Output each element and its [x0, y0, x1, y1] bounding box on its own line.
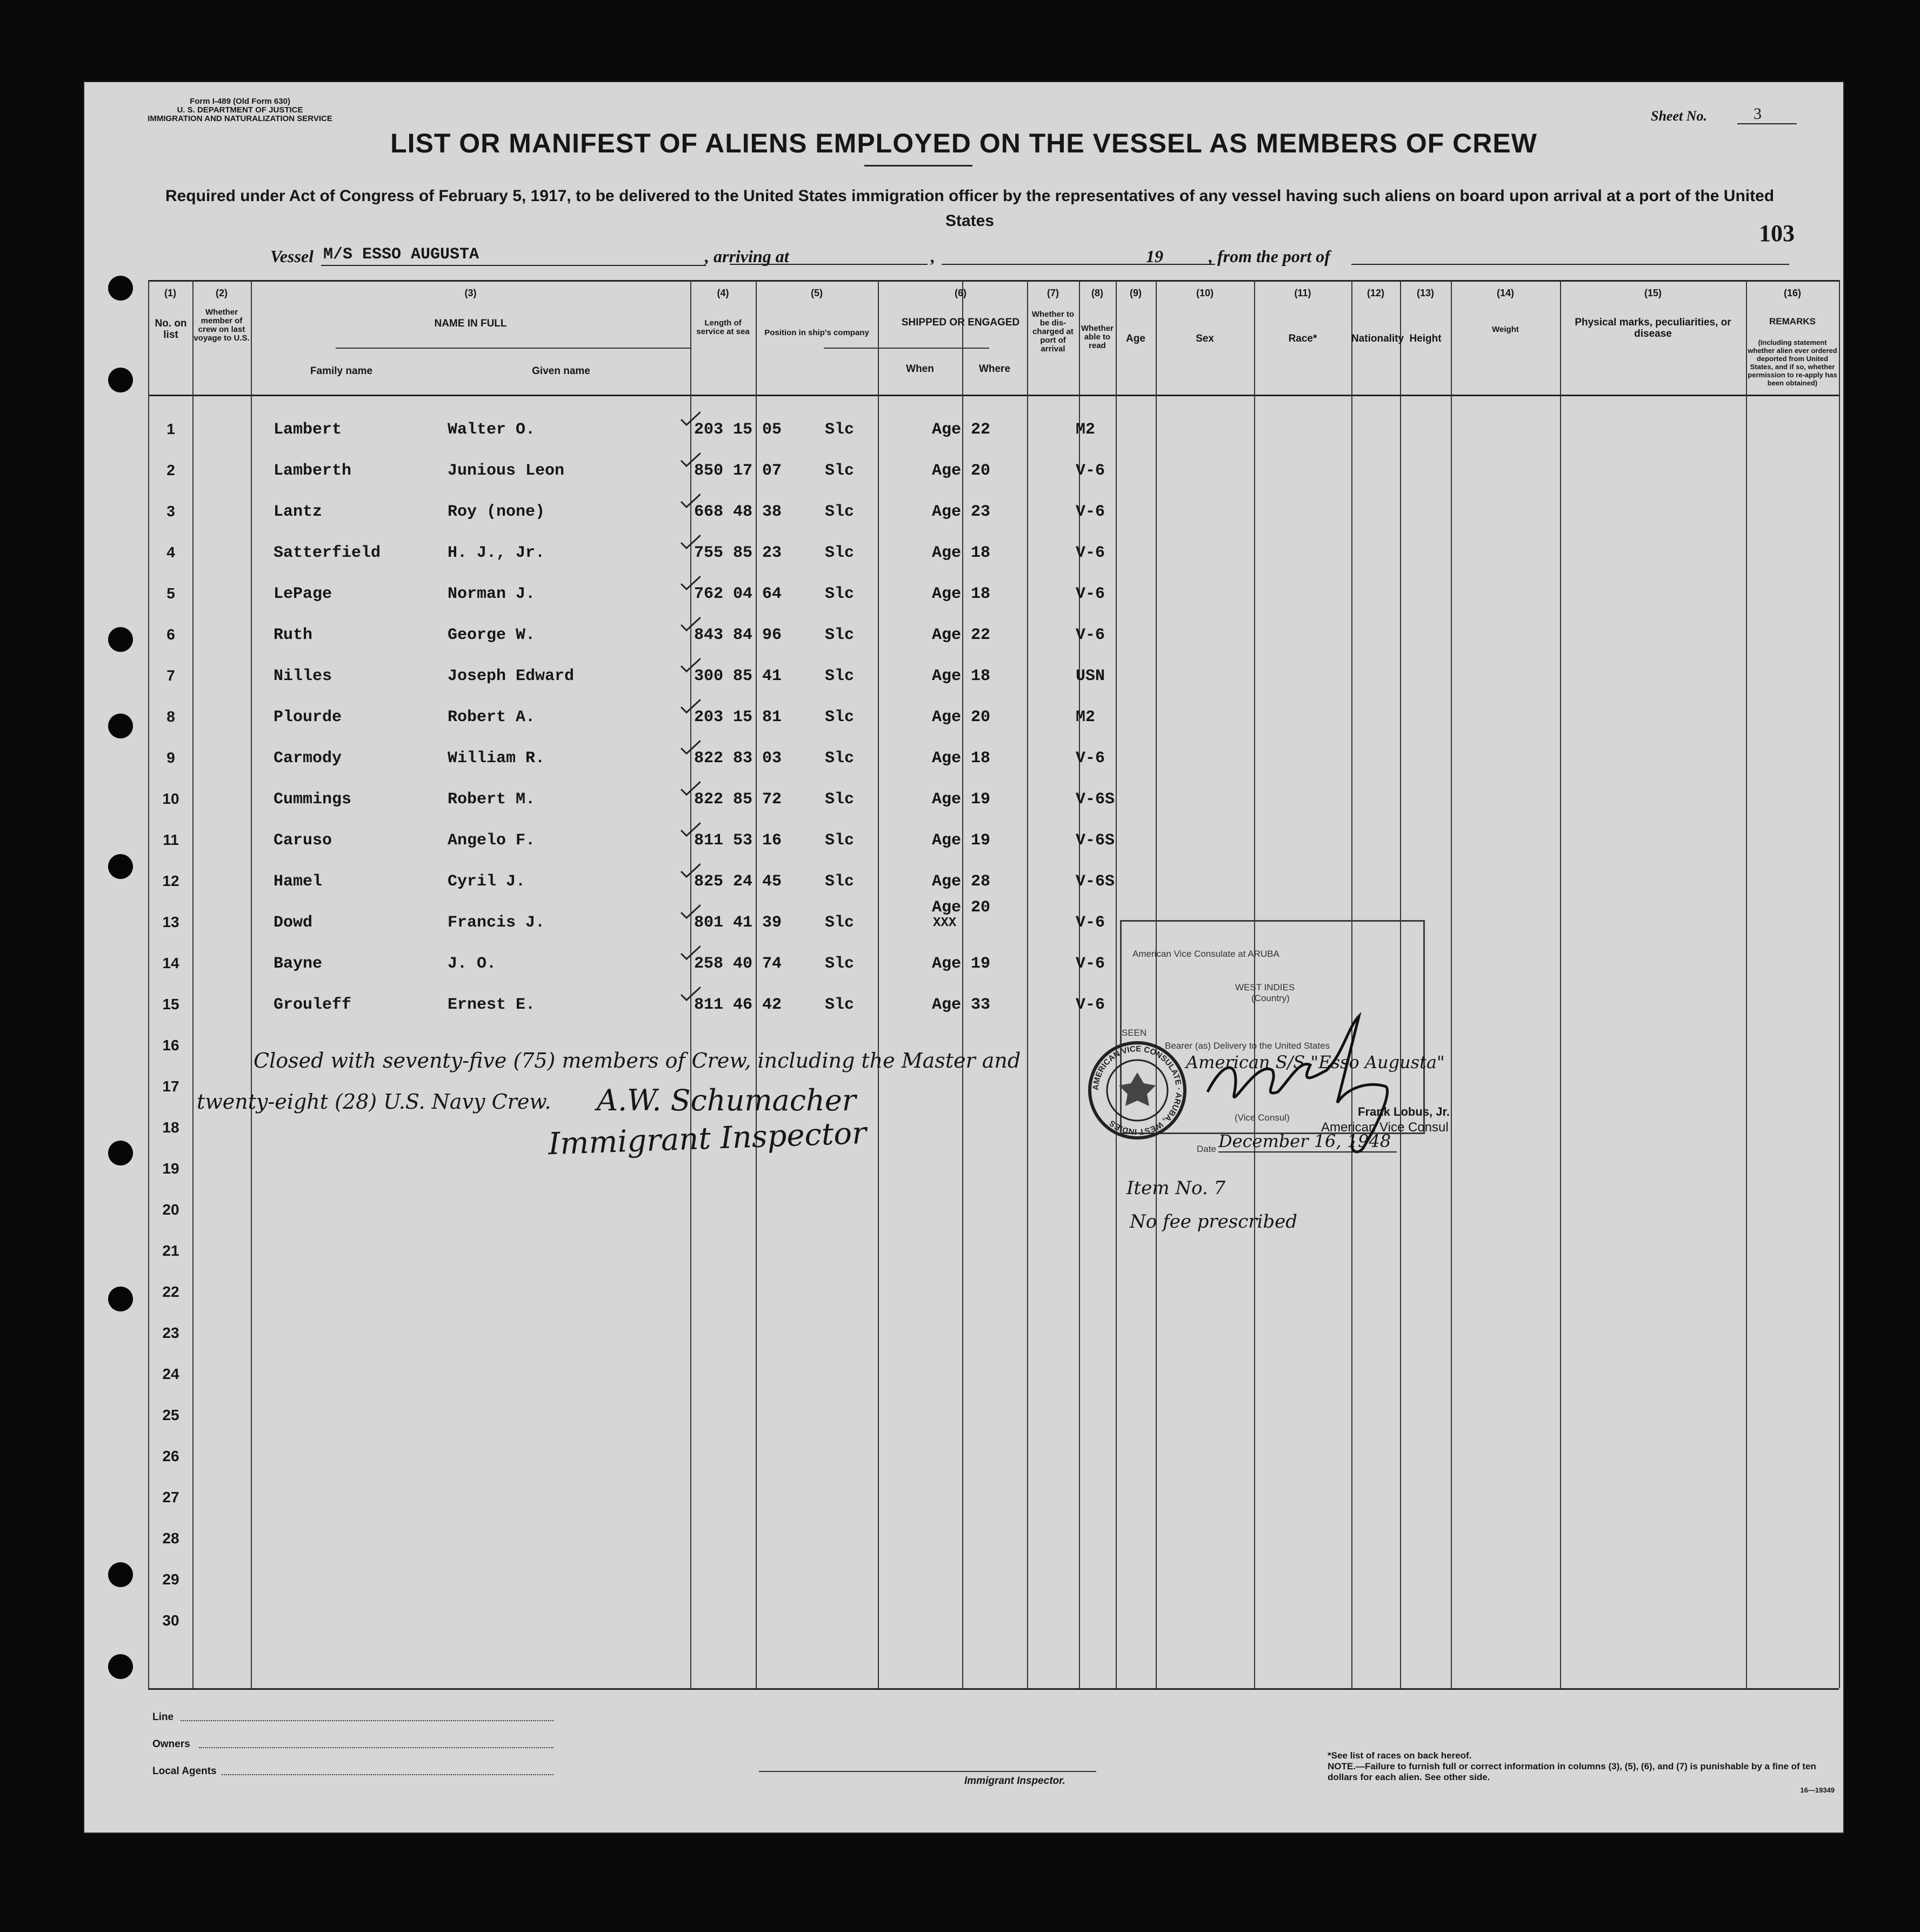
table-row [148, 585, 1839, 612]
age-note: Age 19 [932, 955, 991, 973]
table-row [148, 503, 1839, 530]
service-number: 762 04 64 [694, 585, 782, 603]
discharge-code: V-6 [1076, 585, 1105, 603]
manifest-sheet: Form I-489 (Old Form 630) U. S. DEPARTMENT OF JUSTICE IMMIGRATION AND NATURALIZATION SERVICE Sheet No. 3 LIST OR MANIFEST OF ALIENS EMPLOYED ON THE VESSEL AS MEMBERS OF CREW Required under Act of Congress of February 5, 1917, to be delivered to the United States immigration officer by the representatives of any vessel having such aliens on board upon arrival at a port of the United States 103 Vessel M/S ESSO AUGUSTA , arriving at , 19 , from the port of (1) (2) (3) (4) (5) (6) (7) (8) (9) (10) (11) (12) (13) (14) (15) (16) No. on list Whether member of crew on last voyage to U.S. NAME IN FULL Family name Given name Length of service at sea Position in ship's company SHIPPED OR ENGAGED When Where Whether to be dis-charged at port of arrival Whether able to read Age Sex Race* Nationality Height Weight Physical marks, peculiarities, or disease REMARKS (Including statement whether alien ever ordered deported from United States, and if so, whether permission to re-apply has been obtained) 1 Lambert Walter O. 203 15 05 Slc Age 22 M2 2 Lamberth Junious Leon 850 17 07 Slc Age 20 V-6 3 Lantz Roy (none) 668 48 38 Slc Age 23 V-6 4 Satterfield H. J., Jr. 755 85 23 Slc Age 18 V-6 5 LePage Norman J. 762 04 64 Slc Age 18 V-6 6 Ruth George W. 843 84 96 Slc Age 22 V-6 7 Nilles Joseph Edward 300 85 41 Slc Age 18 USN 8 Plourde Robert A. 203 15 81 Slc Age 20 M2 9 Carmody William R. 822 83 03 Slc Age 18 V-6 10 Cummings Robert M. 822 85 72 Slc Age 19 V-6S 11 Caruso Angelo F. 811 53 16 Slc Age 19 V-6S 12 Hamel Cyril J. 825 24 45 Slc Age 28 V-6S 13 Dowd Francis J. 801 41 39 Slc Age 20 XXX V-6 14 Bayne J. O. 258 40 74 Slc Age 19 V-6 15 Grouleff Ernest E. 811 46 42 Slc Age 33 V-6 16 17 18 19 20 21 22 23 24 25 26 27 28 29 30 Closed with seventy-five (75) members of Crew, including the Master and twenty-eight (28) U.S. Navy Crew. A.W. Schumacher Immigrant Inspector Item No. 7 No fee prescribed American Vice Consulate at ARUBA WEST INDIES (Country) SEEN Bearer (as) Delivery to the United States AMERICAN VICE CONSULATE · ARUBA, WEST INDIES American S/S "Esso Augusta" (Vice Consul) Frank Lobus, Jr. American Vice Consul Date December 16, 1948 Line Owners Local Agents Immigrant Inspector. *See list of races on back hereof. NOTE.—Failure to furnish full or correct information in columns (3), (5), (6), and (7) is punishable by a fine of ten dollars for each alien. See other side. 16—19349 [83, 81, 1844, 1834]
vessel-name: M/S ESSO AUGUSTA [323, 245, 479, 264]
age-note: Age 19 [932, 790, 991, 809]
service-number: 668 48 38 [694, 503, 782, 521]
given-name: Angelo F. [448, 831, 536, 850]
row-number: 7 [166, 667, 175, 684]
vessel-label: Vessel [270, 247, 314, 266]
col-header-weight: Height [1409, 333, 1442, 344]
row-number: 8 [166, 708, 175, 725]
check-mark-icon [679, 697, 701, 714]
row-number: 20 [162, 1201, 179, 1218]
age-note: Age 18 [932, 667, 991, 685]
age-note: Age 28 [932, 872, 991, 891]
col-num: (12) [1366, 288, 1384, 298]
service-number: 825 24 45 [694, 872, 782, 891]
table-row [148, 1242, 1839, 1269]
table-row [148, 1160, 1839, 1187]
table-row [148, 1489, 1839, 1516]
col-num: (9) [1130, 288, 1142, 298]
col-header-when: When [906, 363, 934, 375]
service-number: 300 85 41 [694, 667, 782, 685]
check-mark-icon [679, 985, 701, 1001]
closing-statement-line-1: Closed with seventy-five (75) members of Crew, including the Master and [254, 1049, 1021, 1072]
table-row [148, 708, 1839, 735]
col-num: (1) [164, 288, 176, 298]
col-num: (6) [955, 288, 966, 298]
service-number: 203 15 81 [694, 708, 782, 727]
service-number: 755 85 23 [694, 544, 782, 562]
row-number: 27 [162, 1489, 179, 1505]
stamp-date-handwritten: December 16, 1948 [1218, 1131, 1397, 1152]
position: Slc [825, 544, 855, 562]
row-number: 1 [166, 421, 175, 437]
age-note: Age 33 [932, 996, 991, 1014]
given-name: Norman J. [448, 585, 536, 603]
races-note: *See list of races on back hereof. [1328, 1750, 1472, 1761]
service-number: 801 41 39 [694, 914, 782, 932]
check-mark-icon [679, 944, 701, 960]
local-agents-field [222, 1774, 554, 1775]
year-field [1166, 248, 1208, 265]
discharge-code: V-6S [1076, 790, 1115, 809]
table-row [148, 462, 1839, 489]
age-note: Age 19 [932, 831, 991, 850]
given-name: Robert M. [448, 790, 536, 809]
table-row [148, 1407, 1839, 1434]
col-num: (14) [1496, 288, 1514, 298]
binder-hole [108, 368, 133, 392]
row-number: 23 [162, 1324, 179, 1341]
position: Slc [825, 462, 855, 480]
penalty-note: NOTE.—Failure to furnish full or correct information in columns (3), (5), (6), and (7) is punishable by a fine of ten dollars for each alien. See other side. [1328, 1761, 1816, 1782]
binder-hole [108, 854, 133, 879]
service-number: 258 40 74 [694, 955, 782, 973]
row-number: 17 [162, 1078, 179, 1095]
age-note: Age 22 [932, 421, 991, 439]
given-name: Francis J. [448, 914, 545, 932]
row-number: 28 [162, 1530, 179, 1547]
age-note: Age 18 [932, 544, 991, 562]
position: Slc [825, 955, 855, 973]
col-header-position: Position in ship's company [764, 328, 869, 337]
binder-hole [108, 276, 133, 301]
table-row [148, 898, 1839, 941]
col-num: (10) [1196, 288, 1214, 298]
age-strikeout: XXX [933, 916, 957, 930]
family-name: Satterfield [274, 544, 381, 562]
col-num: (7) [1047, 288, 1059, 298]
sheet-label: Sheet No. [1651, 108, 1707, 124]
discharge-code: V-6 [1076, 626, 1105, 644]
col-num: (4) [717, 288, 729, 298]
table-row [148, 1119, 1839, 1146]
inspector-signature: A.W. Schumacher [597, 1083, 856, 1117]
row-number: 29 [162, 1571, 179, 1588]
col-num: (3) [464, 288, 477, 298]
family-name: Hamel [274, 872, 323, 891]
vessel-name-field [321, 245, 706, 266]
col-header-remarks: Physical marks, peculiarities, or disease [1575, 317, 1731, 339]
consulate-seal [1086, 1039, 1189, 1142]
row-number: 6 [166, 626, 175, 643]
col-header-read: Whether able to read [1081, 324, 1114, 350]
consul-title: American Vice Consul [1321, 1120, 1449, 1135]
discharge-code: V-6 [1076, 749, 1105, 768]
page-subtitle: Required under Act of Congress of February 5, 1917, to be delivered to the United States immigration officer by the representatives of any vessel having such aliens on board upon arrival at a port of the United States [165, 187, 1775, 230]
page-number: 103 [1759, 220, 1795, 247]
row-number: 25 [162, 1407, 179, 1423]
col-header-name: NAME IN FULL [434, 318, 507, 329]
check-mark-icon [679, 533, 701, 549]
family-name: Grouleff [274, 996, 352, 1014]
row-number: 18 [162, 1119, 179, 1136]
position: Slc [825, 790, 855, 809]
check-mark-icon [679, 656, 701, 672]
position: Slc [825, 421, 855, 439]
service-number: 850 17 07 [694, 462, 782, 480]
position: Slc [825, 749, 855, 768]
table-row [148, 955, 1839, 982]
service-number: 822 83 03 [694, 749, 782, 768]
table-row [148, 1571, 1839, 1598]
row-number: 5 [166, 585, 175, 602]
check-mark-icon [679, 615, 701, 631]
table-row [148, 1612, 1839, 1639]
table-row [148, 421, 1839, 448]
col-num: (11) [1294, 288, 1311, 298]
from-port-field [1351, 248, 1789, 265]
row-number: 16 [162, 1037, 179, 1054]
check-mark-icon [679, 492, 701, 508]
row-number: 15 [162, 996, 179, 1012]
col-header-family: Family name [310, 365, 373, 377]
family-name: Plourde [274, 708, 342, 727]
col-num: (15) [1644, 288, 1662, 298]
page-title: LIST OR MANIFEST OF ALIENS EMPLOYED ON THE VESSEL AS MEMBERS OF CREW [390, 128, 1537, 158]
table-row [148, 831, 1839, 858]
line-label: Line [152, 1711, 174, 1723]
col-num: (16) [1783, 288, 1801, 298]
age-note: Age 23 [932, 503, 991, 521]
age-note: Age 18 [932, 749, 991, 768]
binder-hole [108, 1654, 133, 1679]
service-number: 811 46 42 [694, 996, 782, 1014]
col-header-age: Age [1126, 333, 1145, 344]
family-name: Lantz [274, 503, 323, 521]
row-number: 3 [166, 503, 175, 519]
discharge-code: V-6 [1076, 914, 1105, 932]
svg-text:AMERICAN VICE CONSULATE · ARUB: AMERICAN VICE CONSULATE · ARUBA, WEST INDIES [1091, 1044, 1184, 1137]
col-header-discharged: Whether to be dis-charged at port of arrival [1031, 310, 1075, 354]
form-identifier: Form I-489 (Old Form 630) U. S. DEPARTMENT OF JUSTICE IMMIGRATION AND NATURALIZATION SERVICE [148, 97, 332, 123]
discharge-code: M2 [1076, 421, 1096, 439]
inspector-title-handwritten: Immigrant Inspector [548, 1115, 867, 1162]
binder-hole [108, 1562, 133, 1587]
family-name: LePage [274, 585, 332, 603]
arriving-label: , arriving at [705, 247, 789, 266]
age-note: Age 18 [932, 585, 991, 603]
col-header-nationality: Race* [1288, 333, 1317, 344]
age-note: Age 20 [932, 708, 991, 727]
service-number: 843 84 96 [694, 626, 782, 644]
no-fee-note: No fee prescribed [1130, 1211, 1298, 1233]
owners-label: Owners [152, 1738, 190, 1750]
col-header-race: Sex [1196, 333, 1214, 344]
col-header-physical: Weight [1492, 325, 1519, 334]
given-name: Cyril J. [448, 872, 526, 891]
position: Slc [825, 667, 855, 685]
check-mark-icon [679, 780, 701, 796]
family-name: Carmody [274, 749, 342, 768]
owners-field [199, 1747, 554, 1748]
discharge-code: USN [1076, 667, 1105, 685]
local-agents-label: Local Agents [152, 1766, 217, 1777]
col-num: (13) [1416, 288, 1434, 298]
table-row [148, 544, 1839, 571]
line-field [181, 1720, 554, 1721]
col-header-last-voyage: Whether member of crew on last voyage to U.S. [194, 308, 250, 343]
discharge-code: V-6S [1076, 831, 1115, 850]
position: Slc [825, 503, 855, 521]
given-name: Junious Leon [448, 462, 565, 480]
given-name: Robert A. [448, 708, 536, 727]
binder-hole [108, 1287, 133, 1311]
binder-hole [108, 627, 133, 652]
stamp-vessel-handwritten: American S/S "Esso Augusta" [1186, 1052, 1445, 1072]
check-mark-icon [679, 451, 701, 467]
table-row [148, 667, 1839, 694]
col-num: (8) [1091, 288, 1103, 298]
col-header-where: Where [978, 363, 1011, 375]
print-code: 16—19349 [1800, 1786, 1835, 1794]
vice-consul-label: (Vice Consul) [1235, 1112, 1290, 1123]
position: Slc [825, 708, 855, 727]
footer-notes [1326, 1750, 1835, 1796]
col-header-action-note: (Including statement whether alien ever ordered deported from United States, and if so, whether permission to re-apply has been obtained) [1748, 338, 1837, 387]
given-name: Ernest E. [448, 996, 536, 1014]
closing-statement-line-2: twenty-eight (28) U.S. Navy Crew. [197, 1090, 551, 1114]
given-name: William R. [448, 749, 545, 768]
age-note: Age 22 [932, 626, 991, 644]
row-number: 30 [162, 1612, 179, 1629]
family-name: Lambert [274, 421, 342, 439]
discharge-code: V-6S [1076, 872, 1115, 891]
row-number: 19 [162, 1160, 179, 1177]
table-row [148, 1324, 1839, 1351]
position: Slc [825, 996, 855, 1014]
family-name: Nilles [274, 667, 332, 685]
check-mark-icon [679, 574, 701, 590]
consul-name: Frank Lobus, Jr. [1358, 1105, 1450, 1118]
family-name: Bayne [274, 955, 323, 973]
row-number: 4 [166, 544, 175, 561]
table-row [148, 790, 1839, 817]
from-port-label: , from the port of [1209, 247, 1330, 266]
table-row [148, 1283, 1839, 1310]
row-number: 14 [162, 955, 179, 971]
given-name: Walter O. [448, 421, 536, 439]
age-note: Age 20 [932, 898, 991, 917]
col-header-service: Length of service at sea [696, 318, 750, 336]
given-name: H. J., Jr. [448, 544, 545, 562]
position: Slc [825, 914, 855, 932]
service-number: 203 15 05 [694, 421, 782, 439]
position: Slc [825, 831, 855, 850]
discharge-code: M2 [1076, 708, 1096, 727]
position: Slc [825, 872, 855, 891]
position: Slc [825, 585, 855, 603]
table-row [148, 1530, 1839, 1557]
family-name: Cummings [274, 790, 352, 809]
check-mark-icon [679, 862, 701, 878]
discharge-code: V-6 [1076, 996, 1105, 1014]
discharge-code: V-6 [1076, 503, 1105, 521]
row-number: 22 [162, 1283, 179, 1300]
given-name: J. O. [448, 955, 497, 973]
col-header-given: Given name [532, 365, 590, 377]
row-number: 13 [162, 914, 179, 930]
col-header-height: Nationality [1351, 333, 1404, 344]
year-label: 19 [1146, 247, 1163, 266]
row-number: 26 [162, 1448, 179, 1464]
row-number: 12 [162, 872, 179, 889]
family-name: Caruso [274, 831, 332, 850]
date-label: Date [1197, 1144, 1216, 1154]
table-row [148, 749, 1839, 776]
table-row [148, 1201, 1839, 1228]
title-rule [864, 165, 972, 166]
given-name: Joseph Edward [448, 667, 575, 685]
arriving-at-field [730, 248, 928, 265]
col-num: (2) [216, 288, 228, 298]
service-number: 822 85 72 [694, 790, 782, 809]
discharge-code: V-6 [1076, 544, 1105, 562]
age-note: Age 20 [932, 462, 991, 480]
position: Slc [825, 626, 855, 644]
table-row [148, 1448, 1839, 1475]
binder-hole [108, 714, 133, 738]
consular-stamp: American Vice Consulate at ARUBA WEST INDIES (Country) SEEN Bearer (as) Delivery to the United States [1120, 920, 1425, 1134]
row-number: 9 [166, 749, 175, 766]
service-number: 811 53 16 [694, 831, 782, 850]
family-name: Dowd [274, 914, 313, 932]
col-num: (5) [811, 288, 823, 298]
table-row [148, 872, 1839, 900]
row-number: 24 [162, 1365, 179, 1382]
col-header-shipped: SHIPPED OR ENGAGED [901, 317, 1020, 328]
discharge-code: V-6 [1076, 462, 1105, 480]
given-name: Roy (none) [448, 503, 545, 521]
table-row [148, 626, 1839, 653]
given-name: George W. [448, 626, 536, 644]
row-number: 11 [163, 831, 179, 848]
family-name: Ruth [274, 626, 313, 644]
table-row [148, 996, 1839, 1023]
binder-hole [108, 1141, 133, 1165]
check-mark-icon [679, 410, 701, 426]
family-name: Lamberth [274, 462, 352, 480]
check-mark-icon [679, 903, 701, 919]
discharge-code: V-6 [1076, 955, 1105, 973]
col-header-no: No. on list [155, 318, 187, 341]
row-number: 10 [162, 790, 179, 807]
inspector-footer-label: Immigrant Inspector. [964, 1775, 1065, 1787]
row-number: 21 [162, 1242, 179, 1259]
item-number: Item No. 7 [1126, 1177, 1226, 1199]
table-row [148, 1365, 1839, 1393]
check-mark-icon [679, 738, 701, 755]
inspector-signature-line [759, 1771, 1096, 1772]
check-mark-icon [679, 821, 701, 837]
row-number: 2 [166, 462, 175, 478]
col-header-action: REMARKS [1769, 316, 1816, 327]
sheet-number: 3 [1737, 105, 1797, 124]
